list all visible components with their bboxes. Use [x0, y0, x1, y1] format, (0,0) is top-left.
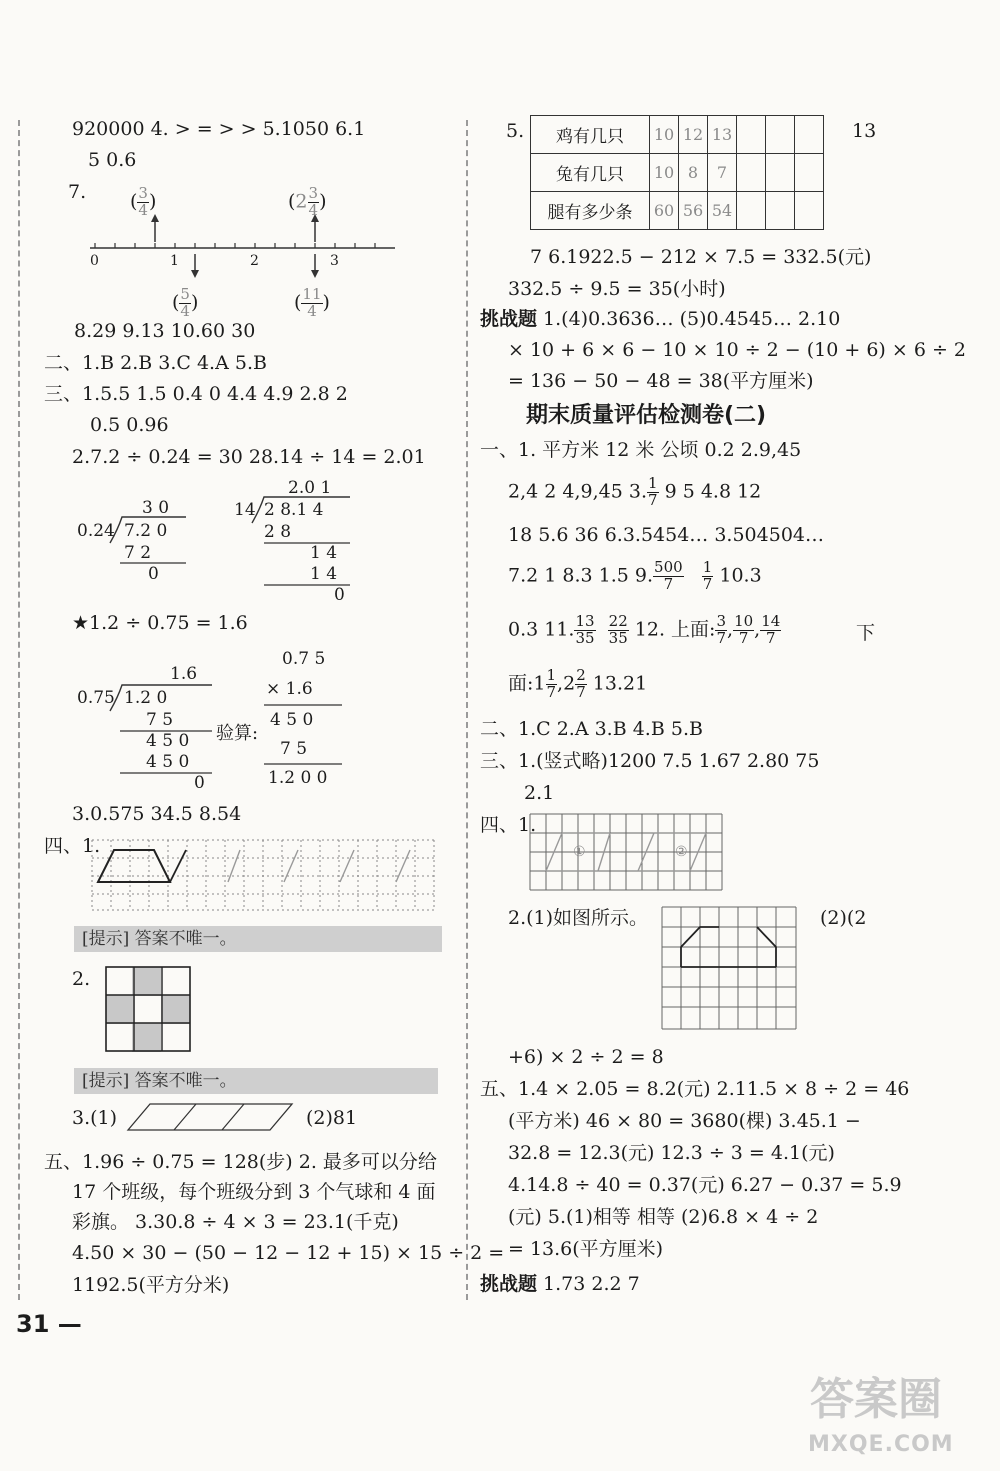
table-cell [766, 116, 795, 154]
division-2-step-3: 1 4 [310, 564, 338, 584]
section-5-line-1: 五、1.96 ÷ 0.75 = 128(步) 2. 最多可以分给 [44, 1151, 437, 1173]
division-1-remainder: 0 [148, 564, 159, 584]
check-label: 验算: [216, 723, 259, 744]
right-question-5-label: 5. [506, 120, 525, 142]
table-cell [737, 116, 766, 154]
table-cell: 10 [650, 116, 679, 154]
watermark-url: MXQE.COM [808, 1432, 954, 1457]
part-5-line-1: 五、1.4 × 2.05 = 8.2(元) 2.11.5 × 8 ÷ 2 = 46 [480, 1078, 910, 1100]
division-1-divisor: 0.24 [77, 521, 115, 541]
part-5-line-2: (平方米) 46 × 80 = 3680(棵) 3.45.1 − [508, 1110, 861, 1132]
chicken-rabbit-table [530, 115, 824, 230]
row-label: 鸡有几只 [531, 116, 650, 154]
part-5-line-6: = 13.6(平方厘米) [508, 1238, 664, 1260]
division-2-divisor: 14 [234, 500, 256, 520]
part-1-line-5: 0.3 11. $\frac{13}{35}$ $\frac{22}{35}$ 12. 上面: $\frac{3}{7}$ , $\frac{10}{7}$ , $\frac{14}{7}$ [508, 612, 781, 647]
table-cell: 8 [679, 154, 708, 192]
division-3-dividend: 1.2 0 [124, 688, 168, 708]
division-3-step-2: 4 5 0 [146, 731, 190, 751]
table-cell [795, 116, 824, 154]
question-7-label: 7. [68, 181, 87, 203]
answer-line-7: 2.7.2 ÷ 0.24 = 30 28.14 ÷ 14 = 2.01 [72, 446, 426, 468]
number-line-label-top-2: (2 $\frac{3}{4}$ ) [288, 184, 327, 219]
division-3-quotient: 1.6 [170, 664, 198, 684]
table-cell [737, 154, 766, 192]
division-2-step-1: 2 8 [264, 522, 292, 542]
division-2-dividend: 2 8.1 4 [264, 500, 324, 520]
division-3-step-3: 4 5 0 [146, 752, 190, 772]
part-5-line-4: 4.14.8 ÷ 40 = 0.37(元) 6.27 − 0.37 = 5.9 [508, 1174, 902, 1196]
part-4-label: 四、1. [480, 814, 537, 836]
star-question: ★1.2 ÷ 0.75 = 1.6 [72, 612, 248, 634]
right-line-2: 332.5 ÷ 9.5 = 35(小时) [508, 278, 726, 300]
grid-figure-1 [90, 838, 440, 914]
table-row [531, 116, 824, 154]
challenge-line-1: 挑战题 1.(4)0.3636… (5)0.4545… 2.10 [480, 308, 841, 330]
division-2-quotient: 2.0 1 [288, 478, 332, 498]
part-3-line-1: 三、1.(竖式略)1200 7.5 1.67 2.80 75 [480, 750, 820, 772]
part-5-line-3: 32.8 = 12.3(元) 12.3 ÷ 3 = 4.1(元) [508, 1142, 835, 1164]
division-2-lines [250, 495, 360, 590]
number-line-label-top-1: ( $\frac{3}{4}$ ) [130, 184, 157, 219]
part-4-line-3: +6) × 2 ÷ 2 = 8 [508, 1046, 664, 1068]
part-4-question-2: 2.(1)如图所示。 [508, 907, 649, 929]
part-1-line-6: 面:1 $\frac{1}{7}$ ,2 $\frac{2}{7}$ 13.21 [508, 666, 648, 701]
part-4-question-2-cont: (2)(2 [820, 907, 867, 929]
section-5-line-3: 彩旗。 3.30.8 ÷ 4 × 3 = 23.1(千克) [72, 1211, 399, 1233]
table-cell: 7 [708, 154, 737, 192]
question-2-label: 2. [72, 968, 91, 990]
answer-line-2: 5 0.6 [88, 149, 137, 171]
division-3-lines [108, 683, 218, 778]
check-factor-b: × 1.6 [266, 679, 313, 699]
section-3-answers: 三、1.5.5 1.5 0.4 0 4.4 4.9 2.8 2 [44, 383, 348, 405]
number-line-label-bottom-1: ( $\frac{5}{4}$ ) [172, 285, 199, 320]
exam-heading: 期末质量评估检测卷(二) [526, 403, 767, 428]
grid-figure-2 [528, 812, 728, 894]
section-5-line-5: 1192.5(平方分米) [72, 1274, 230, 1296]
table-cell [737, 192, 766, 230]
table-cell: 13 [708, 116, 737, 154]
question-3-1-label: 3.(1) [72, 1107, 118, 1129]
section-4-label: 四、1. [44, 835, 101, 857]
figure-marker-2: ② [675, 844, 688, 860]
part-1-line-4: 7.2 1 8.3 1.5 9. $\frac{500}{7}$ $\frac{1}{7}$ 10.3 [508, 558, 762, 593]
question-3-2-answer: (2)81 [306, 1107, 358, 1129]
tick-label-2: 2 [250, 253, 259, 269]
row-label: 兔有几只 [531, 154, 650, 192]
grid-figure-3 [660, 905, 800, 1033]
right-line-1: 7 6.1922.5 − 212 × 7.5 = 332.5(元) [530, 246, 872, 268]
check-partial-1: 4 5 0 [270, 710, 314, 730]
division-1-dividend: 7.2 0 [124, 521, 168, 541]
tick-label-0: 0 [90, 253, 99, 269]
parallelogram-strip [126, 1100, 296, 1134]
division-3-remainder: 0 [194, 773, 205, 793]
part-2-answers: 二、1.C 2.A 3.B 4.B 5.B [480, 718, 703, 740]
division-1-step: 7 2 [124, 543, 152, 563]
shaded-square-grid [104, 965, 194, 1055]
table-cell: 56 [679, 192, 708, 230]
division-3-divisor: 0.75 [77, 688, 115, 708]
page-number: 31 — [16, 1310, 82, 1338]
table-cell: 12 [679, 116, 708, 154]
challenge-line-2: × 10 + 6 × 6 − 10 × 10 ÷ 2 − (10 + 6) × 6 ÷ 2 [508, 339, 967, 361]
section-2-answers: 二、1.B 2.B 3.C 4.A 5.B [44, 352, 267, 374]
check-partial-2: 7 5 [280, 739, 308, 759]
table-row [531, 154, 824, 192]
table-cell [795, 154, 824, 192]
table-row [531, 192, 824, 230]
row-label: 腿有多少条 [531, 192, 650, 230]
answer-line-1: 920000 4. > = > > 5.1050 6.1 [72, 118, 366, 140]
check-lines [262, 703, 346, 767]
part-1-line-3: 18 5.6 36 6.3.5454… 3.504504… [508, 524, 824, 546]
part-1-line-2: 2,4 2 4,9,45 3. $\frac{1}{7}$ 9 5 4.8 12 [508, 474, 762, 509]
column-divider [466, 120, 468, 1300]
part-1-line-1: 一、1. 平方米 12 米 公顷 0.2 2.9,45 [480, 439, 802, 461]
part-5-line-5: (元) 5.(1)相等 相等 (2)6.8 × 4 ÷ 2 [508, 1206, 819, 1228]
challenge-line-3: = 136 − 50 − 48 = 38(平方厘米) [508, 370, 814, 392]
division-1-quotient: 3 0 [142, 498, 170, 518]
table-cell: 60 [650, 192, 679, 230]
division-3-step-1: 7 5 [146, 710, 174, 730]
division-2-step-2: 1 4 [310, 543, 338, 563]
table-cell: 10 [650, 154, 679, 192]
answer-line-6: 0.5 0.96 [90, 414, 169, 436]
answer-line-3: 8.29 9.13 10.60 30 [74, 320, 256, 342]
answer-line-9: 3.0.575 34.5 8.54 [72, 803, 242, 825]
challenge-2-line: 挑战题 1.73 2.2 7 [480, 1273, 640, 1295]
division-1-lines [108, 515, 188, 575]
section-5-line-2: 17 个班级，每个班级分到 3 个气球和 4 面 [72, 1181, 436, 1203]
figure-marker-1: ① [573, 844, 586, 860]
tick-label-1: 1 [170, 253, 179, 269]
hint-bar-2: [提示] 答案不唯一。 [74, 1068, 438, 1094]
tick-label-3: 3 [330, 253, 339, 269]
table-cell [766, 154, 795, 192]
table-cell [766, 192, 795, 230]
part-1-line-5-tail: 下 [856, 622, 876, 644]
hint-bar-1: [提示] 答案不唯一。 [74, 926, 442, 952]
table-cell [795, 192, 824, 230]
watermark-logo: 答案圈 [810, 1374, 942, 1425]
table-cell: 54 [708, 192, 737, 230]
division-2-remainder: 0 [334, 585, 345, 605]
check-product: 1.2 0 0 [268, 768, 328, 788]
part-3-line-2: 2.1 [524, 782, 555, 804]
left-margin-divider [18, 120, 20, 1300]
right-answer-13: 13 [852, 120, 877, 142]
number-line-label-bottom-2: ( $\frac{11}{4}$ ) [294, 285, 330, 320]
section-5-line-4: 4.50 × 30 − (50 − 12 − 12 + 15) × 15 ÷ 2 = [72, 1242, 505, 1264]
check-factor-a: 0.7 5 [282, 649, 326, 669]
